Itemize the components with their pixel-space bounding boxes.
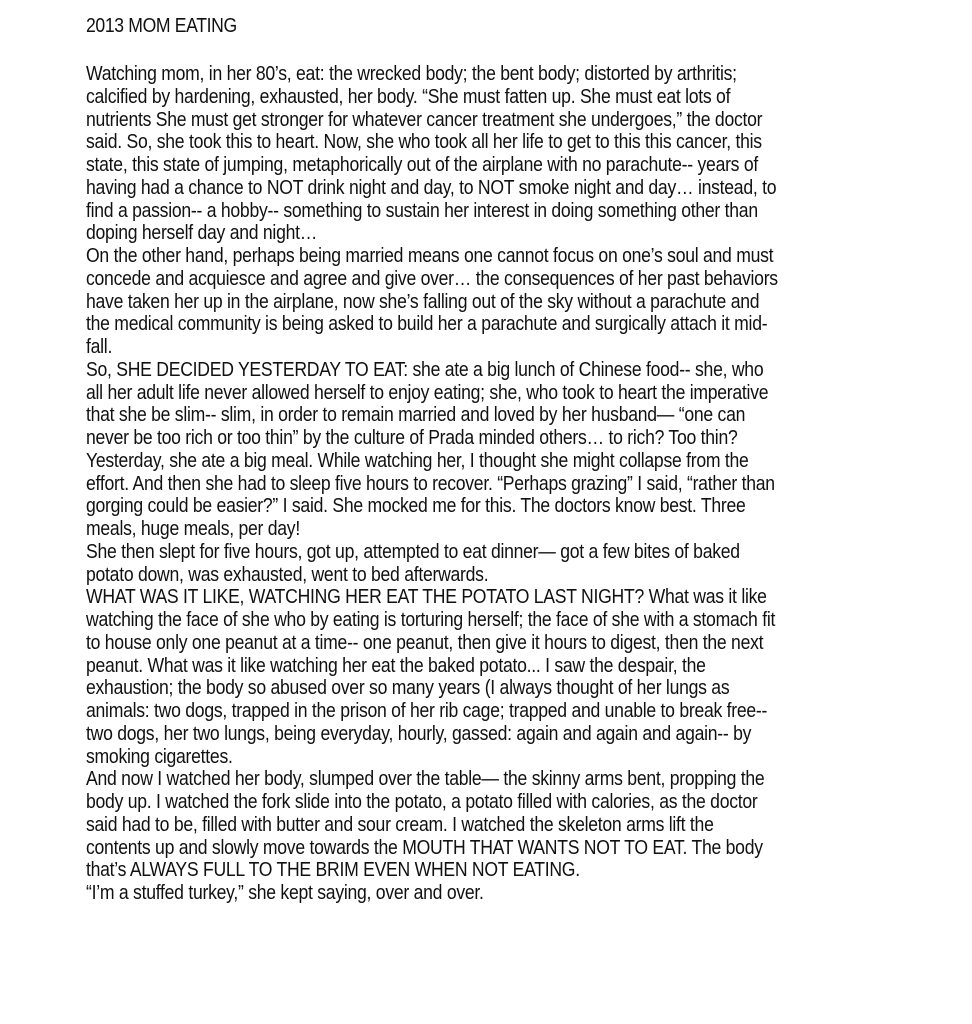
document-page [86,14,856,905]
text-line: calcified by hardening, exhausted, her body. “She must fatten up. She must eat lots of [86,85,731,108]
text-line: never be too rich or too thin” by the culture of Prada minded others… to rich? Too thin? [86,427,738,449]
paragraph-4 [86,541,852,587]
text-line: potato down, was exhausted, went to bed afterwards. [86,563,489,586]
document-title: 2013 MOM EATING [86,15,237,37]
text-line: state, this state of jumping, metaphorically out of the airplane with no parachute-- years of [86,154,759,176]
paragraph-5 [86,586,852,768]
paragraph-6 [86,768,852,882]
text-line: that’s ALWAYS FULL TO THE BRIM EVEN WHEN NOT EATING. [86,859,580,882]
text-line: to house only one peanut at a time-- one peanut, then give it hours to digest, then the next [86,631,764,654]
text-line: body up. I watched the fork slide into the potato, a potato filled with calories, as the doctor [86,791,758,813]
paragraph-1 [86,63,852,245]
text-line: effort. And then she had to sleep five hours to recover. “Perhaps grazing” I said, “rather than [86,472,775,495]
text-line: “I’m a stuffed turkey,” she kept saying, over and over. [86,882,484,904]
text-line: concede and acquiesce and agree and give over… the consequences of her past behaviors [86,267,778,290]
text-line: two dogs, her two lungs, being everyday, hourly, gassed: again and again and again-- by [86,722,752,745]
text-line: find a passion-- a hobby-- something to sustain her interest in doing something other than [86,199,758,222]
text-line: So, SHE DECIDED YESTERDAY TO EAT: she ate a big lunch of Chinese food-- she, who [86,358,764,381]
text-line: peanut. What was it like watching her eat the baked potato... I saw the despair, the [86,654,706,677]
text-line: that she be slim-- slim, in order to remain married and loved by her husband— “one can [86,404,746,427]
text-line: On the other hand, perhaps being married means one cannot focus on one’s soul and must [86,245,774,267]
text-line: nutrients She must get stronger for whatever cancer treatment she undergoes,” the doctor [86,108,763,131]
text-line: She then slept for five hours, got up, attempted to eat dinner— got a few bites of baked [86,540,740,563]
paragraph-7 [86,882,852,905]
text-line: contents up and slowly move towards the MOUTH THAT WANTS NOT TO EAT. The body [86,836,763,859]
text-line: smoking cigarettes. [86,745,233,768]
text-line: the medical community is being asked to build her a parachute and surgically attach it mid- [86,313,768,336]
text-line: have taken her up in the airplane, now she’s falling out of the sky without a parachute and [86,290,760,313]
text-line: meals, huge meals, per day! [86,518,300,540]
text-line: Watching mom, in her 80’s, eat: the wrecked body; the bent body; distorted by arthritis; [86,63,737,85]
text-line: exhaustion; the body so abused over so many years (I always thought of her lungs as [86,677,730,700]
paragraph-2 [86,245,852,359]
text-line: doping herself day and night… [86,222,318,245]
text-line: WHAT WAS IT LIKE, WATCHING HER EAT THE POTATO LAST NIGHT? What was it like [86,586,767,609]
text-line: all her adult life never allowed herself to enjoy eating; she, who took to heart the imperative [86,381,769,404]
text-line: gorging could be easier?” I said. She mocked me for this. The doctors know best. Three [86,495,746,518]
document-body [86,63,852,905]
text-line: watching the face of she who by eating is torturing herself; the face of she with a stomach fit [86,609,776,631]
text-line: And now I watched her body, slumped over the table— the skinny arms bent, propping the [86,768,765,791]
text-line: having had a chance to NOT drink night and day, to NOT smoke night and day… instead, to [86,176,777,199]
text-line: Yesterday, she ate a big meal. While watching her, I thought she might collapse from the [86,449,749,472]
text-line: animals: two dogs, trapped in the prison of her rib cage; trapped and unable to break free-- [86,700,768,722]
text-line: said had to be, filled with butter and sour cream. I watched the skeleton arms lift the [86,813,714,836]
text-line: said. So, she took this to heart. Now, she who took all her life to get to this this cancer, this [86,131,762,154]
text-line: fall. [86,336,113,358]
paragraph-3 [86,359,852,541]
